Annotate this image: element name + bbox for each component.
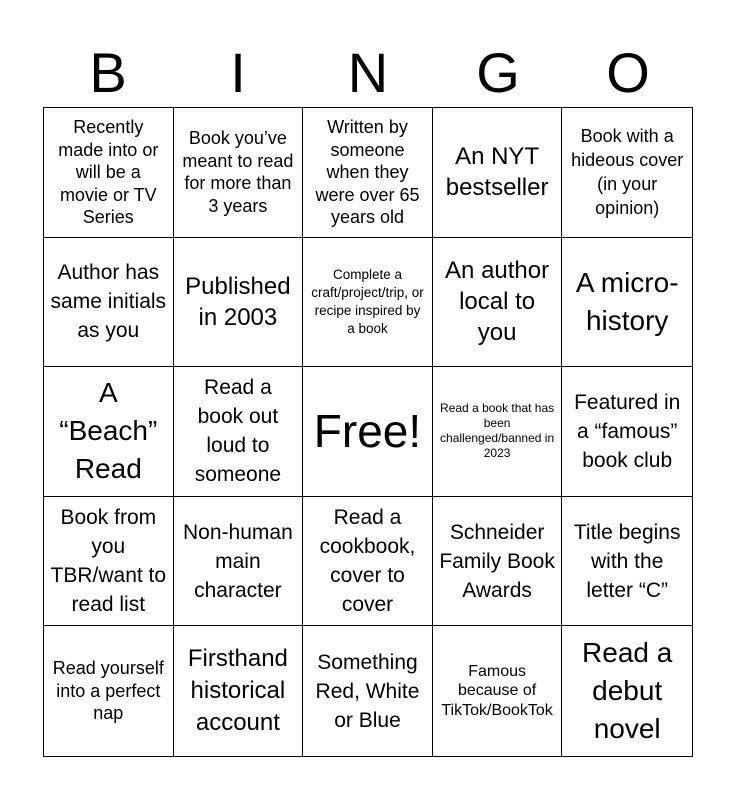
bingo-cell-r1-c5[interactable] [562, 108, 692, 238]
bingo-cell-r2-c1[interactable] [44, 238, 174, 368]
bingo-cell-r2-c4[interactable] [433, 238, 563, 368]
free-space[interactable] [303, 367, 433, 497]
cell-text: Written by someone when they were over 65 years old [315, 117, 420, 228]
bingo-cell-r4-c3[interactable] [303, 497, 433, 627]
cell-text: Read yourself into a perfect nap [52, 658, 164, 724]
bingo-cell-r2-c3[interactable] [303, 238, 433, 368]
cell-text: Recently made into or will be a movie or TV Series [58, 117, 159, 228]
bingo-cell-r1-c1[interactable] [44, 108, 174, 238]
cell-text: Read a debut novel [582, 637, 673, 745]
bingo-cell-r5-c2[interactable] [174, 626, 304, 756]
header-letter-i: I [230, 41, 246, 104]
cell-text: Published in 2003 [185, 272, 291, 331]
header-letter-o: O [606, 41, 650, 104]
cell-text: Something Red, White or Blue [315, 650, 420, 732]
bingo-cell-r5-c3[interactable] [303, 626, 433, 756]
bingo-cell-r1-c3[interactable] [303, 108, 433, 238]
cell-text: Read a book that has been challenged/banned in 2023 [440, 401, 555, 461]
bingo-cell-r2-c2[interactable] [174, 238, 304, 368]
bingo-cell-r1-c2[interactable] [174, 108, 304, 238]
cell-text: An author local to you [445, 257, 550, 347]
cell-text: Featured in a “famous” book club [574, 390, 681, 472]
bingo-cell-r1-c4[interactable] [433, 108, 563, 238]
cell-text: Complete a craft/project/trip, or recipe inspired by a book [311, 266, 424, 336]
bingo-cell-r5-c5[interactable] [562, 626, 692, 756]
cell-text: An NYT bestseller [445, 143, 549, 202]
header-letter-g: G [476, 41, 520, 104]
bingo-cell-r4-c5[interactable] [562, 497, 692, 627]
bingo-cell-r4-c4[interactable] [433, 497, 563, 627]
cell-text: Title begins with the letter “C” [573, 520, 681, 602]
bingo-cell-r3-c2[interactable] [174, 367, 304, 497]
bingo-cell-r5-c4[interactable] [433, 626, 563, 756]
cell-text: Author has same initials as you [50, 261, 167, 343]
cell-text: Famous because of TikTok/BookTok [441, 662, 553, 719]
cell-text: Book from you TBR/want to read list [50, 506, 167, 617]
header-letter-n: N [347, 41, 389, 104]
cell-text: Read a book out loud to someone [194, 376, 282, 487]
cell-text: Schneider Family Book Awards [439, 520, 555, 602]
cell-text: Book with a hideous cover (in your opinion) [571, 126, 684, 219]
bingo-cell-r4-c2[interactable] [174, 497, 304, 627]
bingo-cell-r3-c1[interactable] [44, 367, 174, 497]
bingo-cell-r4-c1[interactable] [44, 497, 174, 627]
cell-text: Read a cookbook, cover to cover [319, 506, 416, 617]
free-space-text: Free! [313, 405, 422, 458]
cell-text: Non-human main character [183, 520, 293, 602]
cell-text: Book you’ve meant to read for more than 3 years [182, 128, 294, 216]
bingo-header [43, 40, 693, 106]
cell-text: A “Beach” Read [59, 377, 158, 485]
bingo-board [43, 107, 693, 757]
header-letter-b: B [89, 41, 127, 104]
bingo-cell-r2-c5[interactable] [562, 238, 692, 368]
bingo-cell-r5-c1[interactable] [44, 626, 174, 756]
cell-text: Firsthand historical account [187, 645, 288, 737]
cell-text: A micro-history [575, 266, 679, 336]
bingo-cell-r3-c4[interactable] [433, 367, 563, 497]
bingo-cell-r3-c5[interactable] [562, 367, 692, 497]
